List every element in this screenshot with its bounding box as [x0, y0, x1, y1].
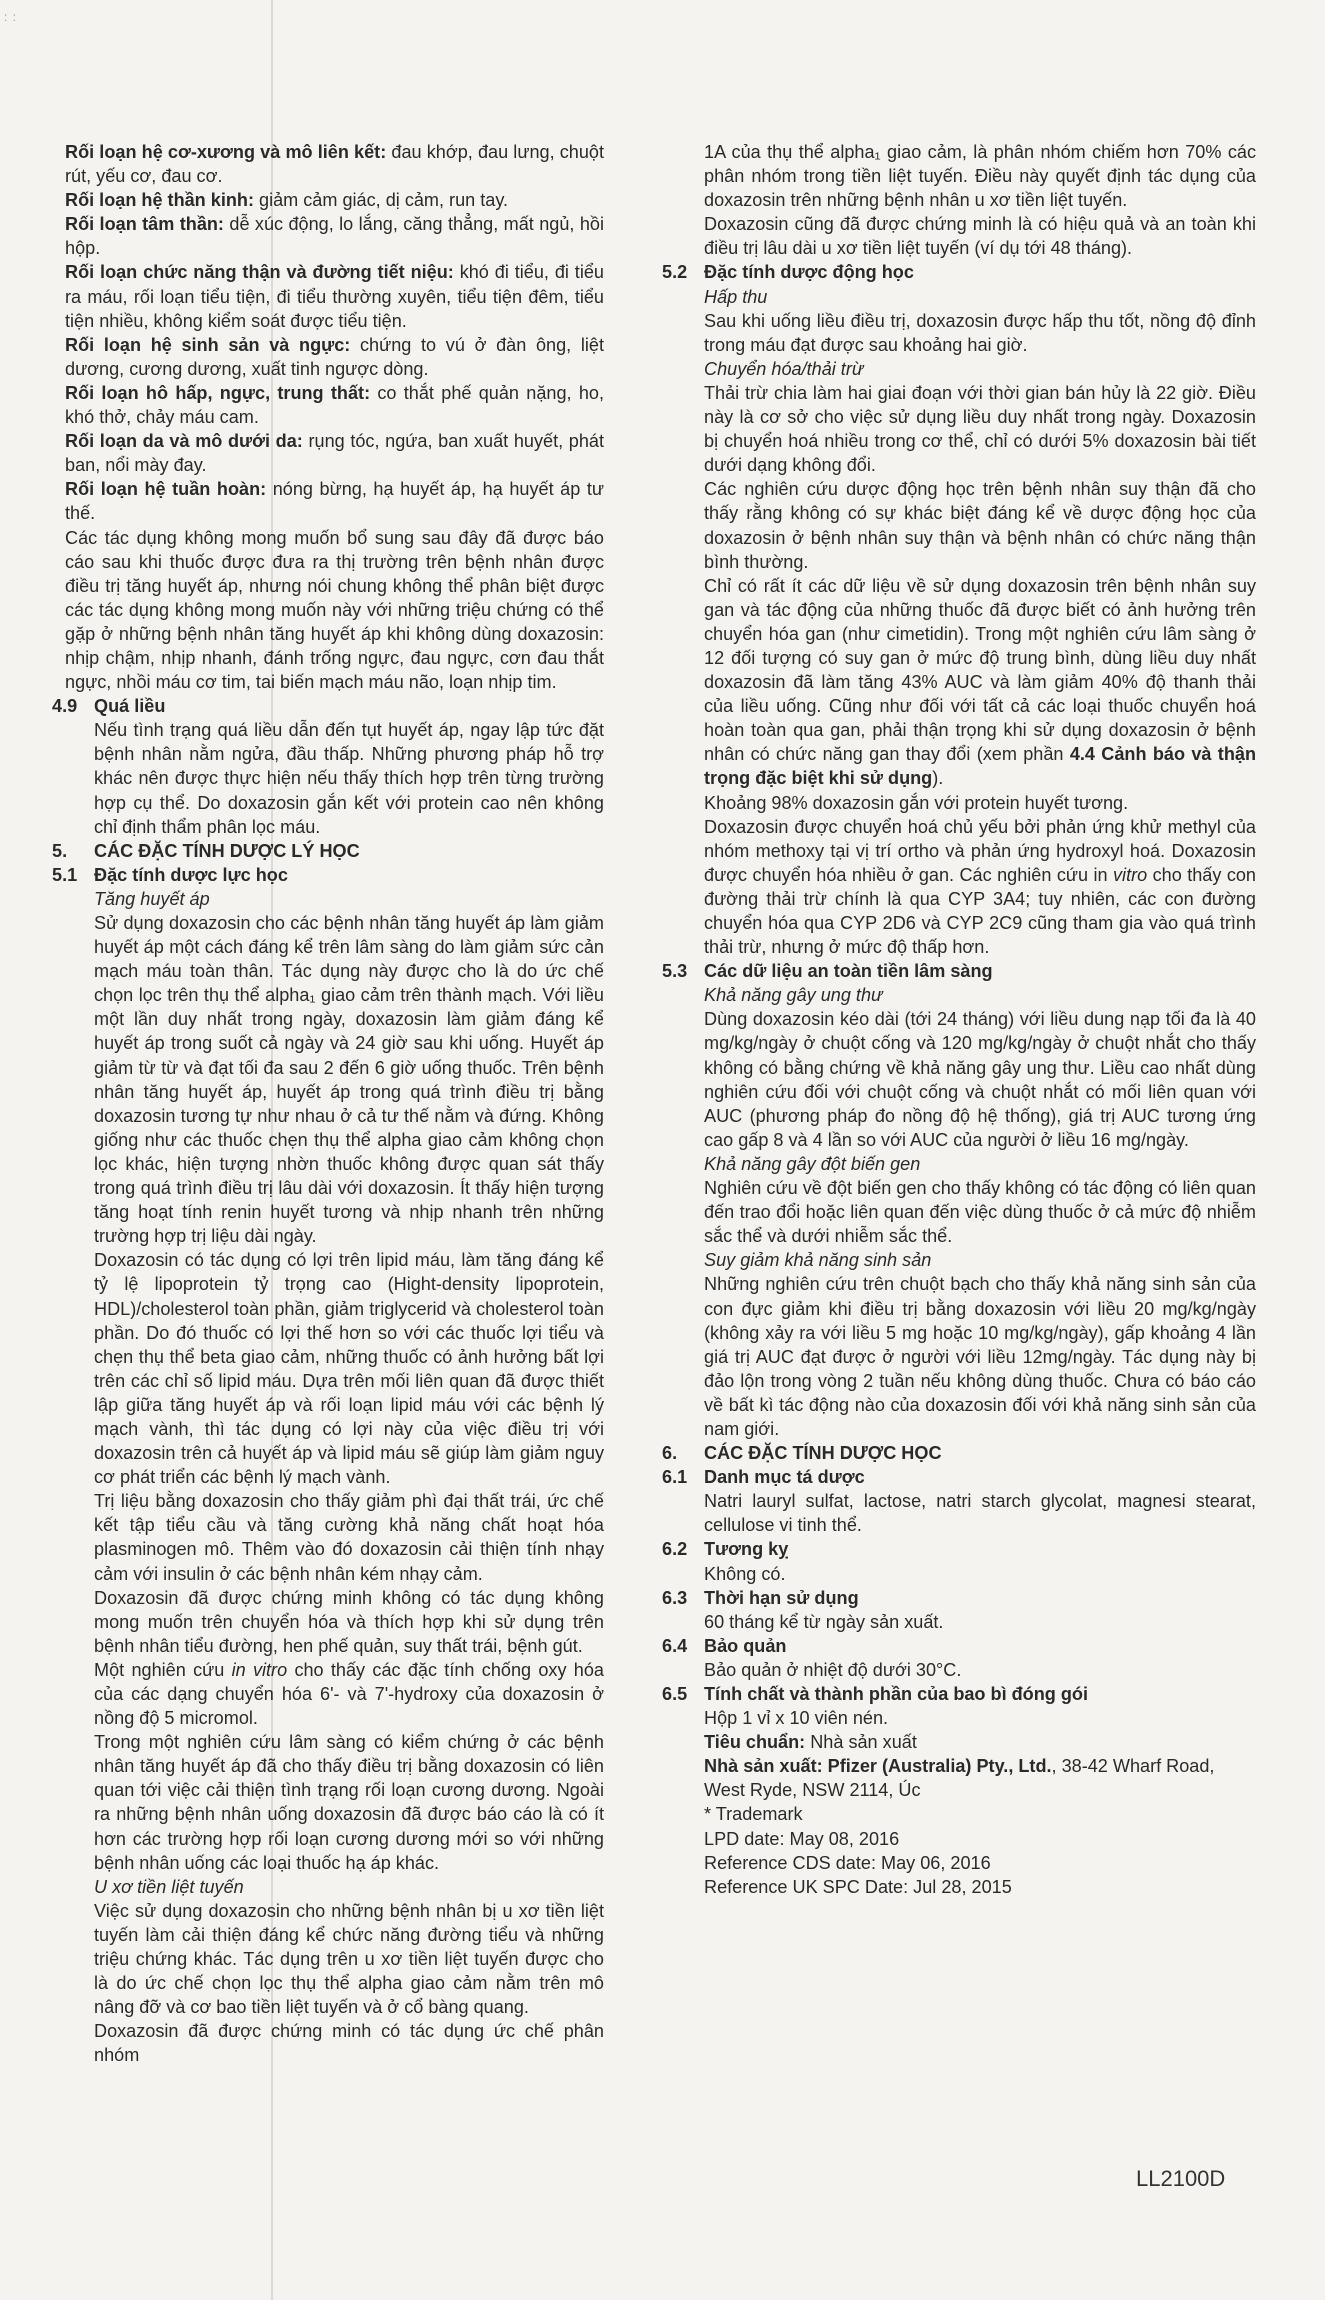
paragraph: Sau khi uống liều điều trị, doxazosin được hấp thu tốt, nồng độ đỉnh trong máu đạt được sau khoảng hai giờ.	[704, 310, 1256, 355]
paragraph: Sử dụng doxazosin cho các bệnh nhân tăng huyết áp làm giảm huyết áp một cách đáng kể trên lâm sàng do làm giảm sức cản mạch máu toàn thân. Tác dụng này được cho là do ức chế chọn lọc trên thụ thể alpha₁ giao cảm trên thành mạch. Với liều một lần duy nhất trong ngày, doxazosin làm giảm đáng kể huyết áp trong suốt cả ngày và 24 giờ sau khi uống. Huyết áp giảm từ từ và đạt tối đa sau 2 đến 6 giờ uống thuốc. Trên bệnh nhân tăng huyết áp, huyết áp trong quá trình điều trị bằng doxazosin tương tự như nhau ở cả tư thế nằm và đứng. Không giống như các thuốc chẹn thụ thể alpha giao cảm không chọn lọc khác, hiện tượng nhờn thuốc không được quan sát thấy trong quá trình điều trị lâu dài với doxazosin. Ít thấy hiện tượng tăng hoạt tính renin huyết tương và nhịp nhanh trên những trường hợp trị liệu dài ngày.	[94, 913, 604, 1247]
excipients-text: Natri lauryl sulfat, lactose, natri starch glycolat, magnesi stearat, cellulose vi tinh thể.	[704, 1491, 1256, 1536]
subheading: Hấp thu	[704, 286, 768, 307]
storage-text: Bảo quản ở nhiệt độ dưới 30°C.	[704, 1659, 962, 1680]
paragraph: Khoảng 98% doxazosin gắn với protein huyết tương.	[704, 792, 1129, 813]
paragraph: Thải trừ chia làm hai giai đoạn với thời gian bán hủy là 22 giờ. Điều này là cơ sở cho việc sử dụng liều duy nhất trong ngày. Doxazosin bị chuyển hoá nhiều trong cơ thể, chỉ có dưới 5% doxazosin bài tiết dưới dạng không đổi.	[704, 382, 1256, 476]
section-6-heading: 6. CÁC ĐẶC TÍNH DƯỢC HỌC	[662, 1443, 942, 1464]
subheading: Tăng huyết áp	[94, 888, 210, 909]
section-5-3-heading: 5.3 Các dữ liệu an toàn tiền lâm sàng	[662, 961, 993, 982]
paragraph: 1A của thụ thể alpha₁ giao cảm, là phân nhóm chiếm hơn 70% các phân nhóm trong tiền liệt tuyến. Điều này quyết định tác dụng của doxazosin trên những bệnh nhân u xơ tiền liệt tuyến.	[704, 142, 1256, 211]
paragraph: Dùng doxazosin kéo dài (tới 24 tháng) với liều dung nạp tối đa là 40 mg/kg/ngày ở chuột cống và 120 mg/kg/ngày ở chuột nhắt cho thấy không có bằng chứng về khả năng gây ung thư. Liều cao nhất dùng nghiên cứu đối với chuột cống và chuột nhắt có mối liên quan với AUC (phương pháp đo nồng độ hệ thống), giá trị AUC tương ứng cao gấp 8 và 4 lần so với AUC của người ở liều 16 mg/ngày.	[704, 1009, 1256, 1150]
left-column	[52, 140, 604, 2068]
section-5-1-body	[52, 887, 604, 2068]
adverse-item: Rối loạn hô hấp, ngực, trung thất: co thắt phế quản nặng, ho, khó thở, chảy máu cam.	[65, 382, 604, 428]
adverse-item: Rối loạn tâm thần: dễ xúc động, lo lắng, căng thẳng, mất ngủ, hồi hộp.	[65, 214, 604, 259]
subheading: Chuyển hóa/thải trừ	[704, 358, 864, 379]
manufacturer-line: Nhà sản xuất: Pfizer (Australia) Pty., Ltd., 38-42 Wharf Road, West Ryde, NSW 2114, Úc	[704, 1756, 1215, 1801]
paragraph: Các nghiên cứu dược động học trên bệnh nhân suy thận đã cho thấy rằng không có sự khác biệt đáng kể về dược động học của doxazosin ở bệnh nhân suy thận và bệnh nhân có chức năng thận bình thường.	[704, 479, 1256, 572]
section-6-1-heading: 6.1 Danh mục tá dược	[662, 1467, 865, 1488]
section-6-3-heading: 6.3 Thời hạn sử dụng	[662, 1587, 859, 1608]
section-5-3-body	[662, 983, 1256, 1441]
subheading: Khả năng gây đột biến gen	[704, 1153, 921, 1174]
adverse-item: Rối loạn hệ cơ-xương và mô liên kết: đau khớp, đau lưng, chuột rút, yếu cơ, đau cơ.	[65, 142, 605, 187]
adverse-item: Rối loạn da và mô dưới da: rụng tóc, ngứa, ban xuất huyết, phát ban, nổi mày đay.	[65, 431, 604, 476]
overdose-text: Nếu tình trạng quá liều dẫn đến tụt huyết áp, ngay lập tức đặt bệnh nhân nằm ngửa, đầu thấp. Những phương pháp hỗ trợ khác nên được thực hiện nếu thấy thích hợp trên từng trường hợp cụ thể. Do doxazosin gắn kết với protein cao nên không chỉ định thẩm phân lọc máu.	[94, 720, 604, 837]
packaging-text: Hộp 1 vỉ x 10 viên nén.	[704, 1708, 889, 1729]
paragraph: Chỉ có rất ít các dữ liệu về sử dụng doxazosin trên bệnh nhân suy gan và tác động của những thuốc đã được biết có ảnh hưởng trên chuyển hóa gan (như cimetidin). Trong một nghiên cứu lâm sàng ở 12 đối tượng có suy gan ở mức độ trung bình, dùng liều duy nhất doxazosin đã làm tăng 43% AUC và làm giảm 40% độ thanh thải của liều uống. Cũng như đối với tất cả các loại thuốc chuyển hoá hoàn toàn qua gan, phải thận trọng khi sử dụng doxazosin ở bệnh nhân có chức năng gan thay đổi (xem phần 4.4 Cảnh báo và thận trọng đặc biệt khi sử dụng).	[704, 575, 1256, 789]
adverse-effects-list	[52, 140, 604, 694]
section-5-2-heading: 5.2 Đặc tính dược động học	[662, 262, 914, 283]
section-6-5-heading: 6.5 Tính chất và thành phần của bao bì đóng gói	[662, 1684, 1088, 1704]
section-5-heading: 5. CÁC ĐẶC TÍNH DƯỢC LÝ HỌC	[52, 840, 360, 861]
paragraph: Doxazosin cũng đã được chứng minh là có hiệu quả và an toàn khi điều trị lâu dài u xơ tiền liệt tuyến (ví dụ tới 48 tháng).	[704, 214, 1256, 259]
adverse-item: Rối loạn hệ tuần hoàn: nóng bừng, hạ huyết áp, hạ huyết áp tư thế.	[65, 479, 604, 524]
section-5-2-body	[662, 285, 1256, 960]
subheading: Khả năng gây ung thư	[704, 985, 883, 1006]
corner-mark: : :	[4, 10, 18, 24]
paragraph: Nghiên cứu về đột biến gen cho thấy không có tác động có liên quan đến trao đổi hoặc liên quan đến việc dùng thuốc ở cả mức độ nhiễm sắc thể và dưới nhiễm sắc thể.	[704, 1178, 1256, 1247]
shelf-life-text: 60 tháng kể từ ngày sản xuất.	[704, 1611, 944, 1632]
document-code: LL2100D	[1136, 2166, 1226, 2191]
paragraph: Doxazosin có tác dụng có lợi trên lipid máu, làm tăng đáng kể tỷ lệ lipoprotein tỷ trọng cao (Hight-density lipoprotein, HDL)/cholesterol toàn phần, giảm triglycerid và cholesterol toàn phần. Do đó thuốc có lợi thế hơn so với các thuốc lợi tiểu và chẹn thụ thể beta giao cảm, những thuốc có ảnh hưởng bất lợi trên các chỉ số lipid máu. Dựa trên mối liên quan đã được thiết lập giữa tăng huyết áp và rối loạn lipid máu với các bệnh lý mạch vành, thì tác dụng có lợi này của việc điều trị với doxazosin trên cả huyết áp và lipid máu sẽ giúp làm giảm nguy cơ phát triển các bệnh lý mạch vành.	[94, 1250, 604, 1488]
paragraph: Một nghiên cứu in vitro cho thấy các đặc tính chống oxy hóa của các dạng chuyển hóa 6'- và 7'-hydroxy của doxazosin ở nồng độ 5 micromol.	[94, 1659, 604, 1729]
section-5-1-heading: 5.1 Đặc tính dược lực học	[52, 864, 288, 885]
lpd-date: LPD date: May 08, 2016	[704, 1828, 900, 1849]
other-effects-paragraph: Các tác dụng không mong muốn bổ sung sau đây đã được báo cáo sau khi thuốc được đưa ra thị trường trên bệnh nhân được điều trị tăng huyết áp, nhưng nói chung không thể phân biệt được các tác dụng không mong muốn này với những triệu chứng có thể gặp ở những bệnh nhân tăng huyết áp khi không dùng doxazosin: nhịp chậm, nhịp nhanh, đánh trống ngực, đau ngực, cơn đau thắt ngực, nhồi máu cơ tim, tai biến mạch máu não, loạn nhịp tim.	[65, 527, 604, 693]
incompatibilities-text: Không có.	[704, 1563, 786, 1584]
paragraph: Doxazosin được chuyển hoá chủ yếu bởi phản ứng khử methyl của nhóm methoxy tại vị trí ortho và phản ứng hydroxyl hoá. Doxazosin được chuyển hóa nhiều ở gan. Các nghiên cứu in vitro cho thấy con đường thải trừ chính là qua CYP 3A4; tuy nhiên, các con đường chuyển hóa qua CYP 2D6 và CYP 2C9 cũng tham gia vào quá trình thải trừ, nhưng ở mức độ thấp hơn.	[704, 816, 1256, 958]
paragraph: Doxazosin đã được chứng minh có tác dụng ức chế phân nhóm	[94, 2021, 604, 2066]
section-4-9-heading: 4.9 Quá liều	[52, 696, 166, 717]
section-6-4-heading: 6.4 Bảo quản	[662, 1635, 787, 1656]
paragraph: Trị liệu bằng doxazosin cho thấy giảm phì đại thất trái, ức chế kết tập tiểu cầu và tăng cường khả năng chất hoạt hóa plasminogen mô. Thêm vào đó doxazosin cải thiện tính nhạy cảm với insulin ở các bệnh nhân kém nhạy cảm.	[94, 1491, 604, 1584]
adverse-item: Rối loạn hệ sinh sản và ngực: chứng to vú ở đàn ông, liệt dương, cương dương, xuất tinh ngược dòng.	[65, 334, 604, 379]
section-6-2-heading: 6.2 Tương kỵ	[662, 1539, 789, 1560]
paragraph: Việc sử dụng doxazosin cho những bệnh nhân bị u xơ tiền liệt tuyến làm cải thiện đáng kể chức năng đường tiểu và những triệu chứng khác. Tác dụng trên u xơ tiền liệt tuyến được cho là do ức chế chọn lọc thụ thể alpha giao cảm nằm trên mô nâng đỡ và cơ bao tiền liệt tuyến và ở cổ bàng quang.	[94, 1900, 604, 2018]
packaging-block	[662, 1706, 1256, 1899]
adverse-item: Rối loạn hệ thần kinh: giảm cảm giác, dị cảm, run tay.	[65, 190, 509, 211]
paragraph: Những nghiên cứu trên chuột bạch cho thấy khả năng sinh sản của con đực giảm khi điều trị bằng doxazosin với liều 20 mg/kg/ngày (không xảy ra với liều 5 mg hoặc 10 mg/kg/ngày), gấp khoảng 4 lần giá trị AUC đạt được ở người với liều 12mg/ngày. Tác dụng này bị đảo lộn trong vòng 2 tuần nếu không dùng thuốc. Chưa có báo cáo về bất kì tác động nào của doxazosin đối với khả năng sinh sản của nam giới.	[704, 1274, 1256, 1439]
cds-date: Reference CDS date: May 06, 2016	[704, 1852, 991, 1873]
standard-line: Tiêu chuẩn: Nhà sản xuất	[704, 1732, 917, 1753]
subheading: Suy giảm khả năng sinh sản	[704, 1250, 932, 1271]
right-column	[662, 140, 1256, 1899]
subheading: U xơ tiền liệt tuyến	[94, 1876, 244, 1897]
paragraph: Trong một nghiên cứu lâm sàng có kiểm chứng ở các bệnh nhân tăng huyết áp đã cho thấy điều trị bằng doxazosin có liên quan tới việc cải thiện tình trạng rối loạn cương dương. Ngoài ra những bệnh nhân uống doxazosin đã được báo cáo là có ít hơn các trường hợp rối loạn cương dương mới so với những bệnh nhân uống các loại thuốc hạ áp khác.	[94, 1732, 604, 1873]
trademark-note: * Trademark	[704, 1804, 803, 1825]
uk-spc-date: Reference UK SPC Date: Jul 28, 2015	[704, 1876, 1012, 1897]
adverse-item: Rối loạn chức năng thận và đường tiết niệu: khó đi tiểu, đi tiểu ra máu, rối loạn tiểu tiện, đi tiểu thường xuyên, tiểu tiện đêm, tiểu tiện nhiều, không kiểm soát được tiểu tiện.	[65, 262, 604, 331]
paragraph: Doxazosin đã được chứng minh không có tác dụng không mong muốn trên chuyển hóa và thích hợp khi sử dụng trên bệnh nhân tiểu đường, hen phế quản, suy thất trái, bệnh gút.	[94, 1587, 604, 1656]
